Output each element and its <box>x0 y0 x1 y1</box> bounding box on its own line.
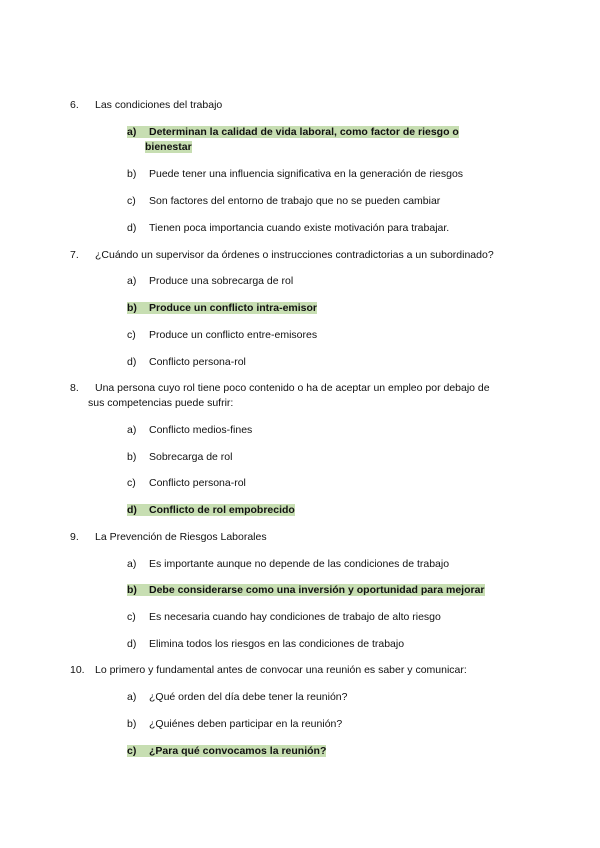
question-7 <box>70 248 530 263</box>
option-text: Conflicto medios-fines <box>149 424 253 436</box>
option-text: Son factores del entorno de trabajo que no se pueden cambiar <box>149 195 441 207</box>
option-7c <box>127 328 317 343</box>
question-8 <box>70 381 530 411</box>
option-letter: c) <box>127 195 136 207</box>
option-10b <box>127 717 342 732</box>
option-letter: b) <box>127 718 137 730</box>
option-8b <box>127 450 232 465</box>
option-text: Es importante aunque no depende de las condiciones de trabajo <box>149 558 450 570</box>
question-9 <box>70 530 530 545</box>
question-6 <box>70 98 530 113</box>
question-text: Una persona cuyo rol tiene poco contenido o ha de aceptar un empleo por debajo de <box>95 382 490 394</box>
option-6c <box>127 194 440 209</box>
option-letter: a) <box>127 126 137 138</box>
option-9a <box>127 557 449 572</box>
option-text: Puede tener una influencia significativa en la generación de riesgos <box>149 168 464 180</box>
option-text-continued: bienestar <box>145 141 192 153</box>
option-letter: a) <box>127 275 137 287</box>
option-text: Conflicto persona-rol <box>149 356 246 368</box>
option-letter: c) <box>127 477 136 489</box>
option-6a <box>127 125 487 155</box>
option-letter: d) <box>127 504 137 516</box>
question-10 <box>70 663 530 678</box>
option-7a <box>127 274 293 289</box>
option-6d <box>127 221 449 236</box>
question-text: Lo primero y fundamental antes de convocar una reunión es saber y comunicar: <box>95 664 467 676</box>
question-number: 6. <box>70 99 79 111</box>
option-8c <box>127 476 246 491</box>
option-text: Produce una sobrecarga de rol <box>149 275 294 287</box>
option-text: Produce un conflicto entre-emisores <box>149 329 318 341</box>
option-letter: d) <box>127 356 137 368</box>
option-letter: d) <box>127 638 137 650</box>
option-letter: c) <box>127 329 136 341</box>
question-number: 8. <box>70 382 79 394</box>
option-8d <box>127 503 295 518</box>
option-text: Sobrecarga de rol <box>149 451 233 463</box>
question-number: 9. <box>70 531 79 543</box>
option-text: ¿Para qué convocamos la reunión? <box>149 745 327 757</box>
option-9d <box>127 637 404 652</box>
option-text: Tienen poca importancia cuando existe motivación para trabajar. <box>149 222 450 234</box>
option-8a <box>127 423 252 438</box>
option-letter: c) <box>127 611 136 623</box>
option-text: Determinan la calidad de vida laboral, como factor de riesgo o <box>149 126 459 138</box>
option-letter: d) <box>127 222 137 234</box>
option-text: Es necesaria cuando hay condiciones de trabajo de alto riesgo <box>149 611 441 623</box>
question-text: ¿Cuándo un supervisor da órdenes o instrucciones contradictorias a un subordinado? <box>95 249 494 261</box>
option-text: Produce un conflicto intra-emisor <box>149 302 318 314</box>
option-letter: a) <box>127 424 137 436</box>
option-letter: b) <box>127 302 137 314</box>
option-text: Conflicto persona-rol <box>149 477 246 489</box>
option-letter: c) <box>127 745 137 757</box>
option-9c <box>127 610 441 625</box>
question-text: La Prevención de Riesgos Laborales <box>95 531 267 543</box>
option-letter: a) <box>127 691 137 703</box>
option-9b <box>127 583 485 598</box>
option-letter: a) <box>127 558 137 570</box>
option-text: Conflicto de rol empobrecido <box>149 504 295 516</box>
question-number: 7. <box>70 249 79 261</box>
option-text: ¿Qué orden del día debe tener la reunión? <box>149 691 348 703</box>
option-10c <box>127 744 326 759</box>
option-6b <box>127 167 463 182</box>
option-text: Elimina todos los riesgos en las condiciones de trabajo <box>149 638 405 650</box>
option-10a <box>127 690 347 705</box>
question-text-continued: sus competencias puede sufrir: <box>88 397 234 409</box>
option-text: ¿Quiénes deben participar en la reunión? <box>149 718 343 730</box>
option-7b <box>127 301 317 316</box>
option-letter: b) <box>127 451 137 463</box>
option-7d <box>127 355 246 370</box>
option-text: Debe considerarse como una inversión y oportunidad para mejorar <box>149 584 485 596</box>
option-letter: b) <box>127 168 137 180</box>
question-number: 10. <box>70 664 85 676</box>
option-letter: b) <box>127 584 137 596</box>
question-text: Las condiciones del trabajo <box>95 99 223 111</box>
